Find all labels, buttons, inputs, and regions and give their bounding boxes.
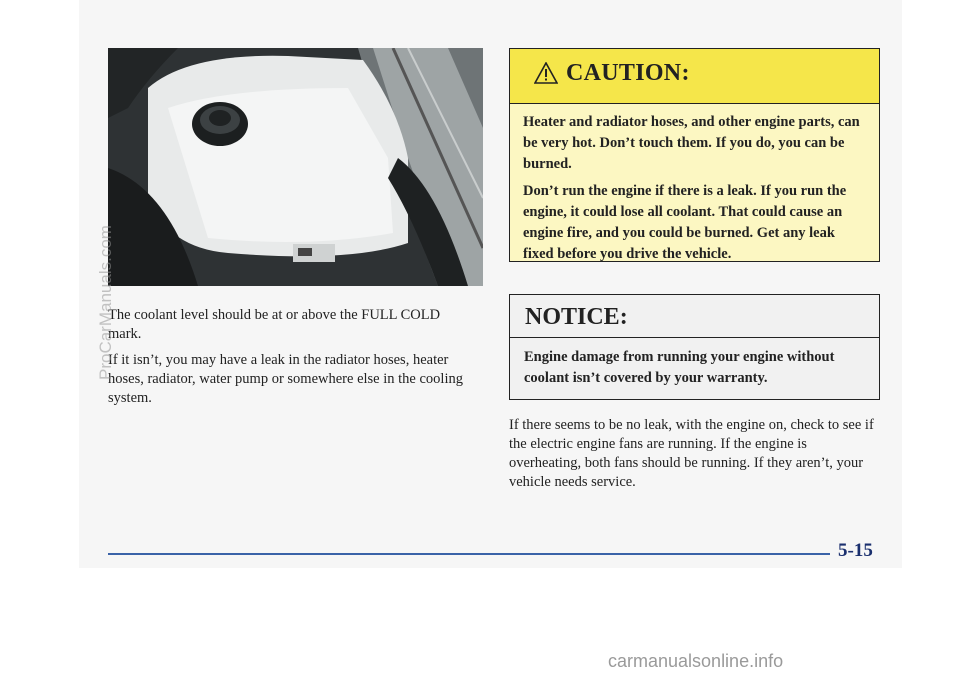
warning-triangle-icon: [534, 62, 558, 84]
side-watermark: ProCarManuals.com: [96, 225, 115, 380]
footer-rule: [108, 553, 830, 555]
notice-box: [509, 294, 880, 400]
notice-body: Engine damage from running your engine without coolant isn’t covered by your warranty.: [524, 349, 835, 386]
notice-header: [510, 295, 879, 338]
leak-paragraph: If it isn’t, you may have a leak in the radiator hoses, heater hoses, radiator, water pump or somewhere else in the cooling system.: [108, 352, 463, 406]
page-number: 5-15: [838, 540, 873, 561]
caution-paragraph: Don’t run the engine if there is a leak. If you run the engine, it could lose all coolant. That could cause an engine fire, and you could be burned. Get any leak fixed before you drive the vehicle.: [523, 183, 847, 262]
coolant-level-paragraph: The coolant level should be at or above the FULL COLD mark.: [108, 307, 441, 342]
fan-check-paragraph: If there seems to be no leak, with the engine on, check to see if the electric engine fans are running. If the engine is overheating, both fans should be running. If they aren’t, your vehicle needs service.: [509, 417, 874, 490]
caution-box: [509, 48, 880, 262]
caution-body: [510, 104, 879, 265]
coolant-reservoir-photo: [108, 48, 483, 286]
caution-title: CAUTION:: [566, 60, 690, 86]
notice-title: NOTICE:: [525, 304, 628, 330]
caution-header: [510, 49, 879, 104]
footer-watermark: carmanualsonline.info: [608, 651, 784, 671]
caution-paragraph: Heater and radiator hoses, and other engine parts, can be very hot. Don’t touch them. If you do, you can be burned.: [523, 114, 860, 172]
